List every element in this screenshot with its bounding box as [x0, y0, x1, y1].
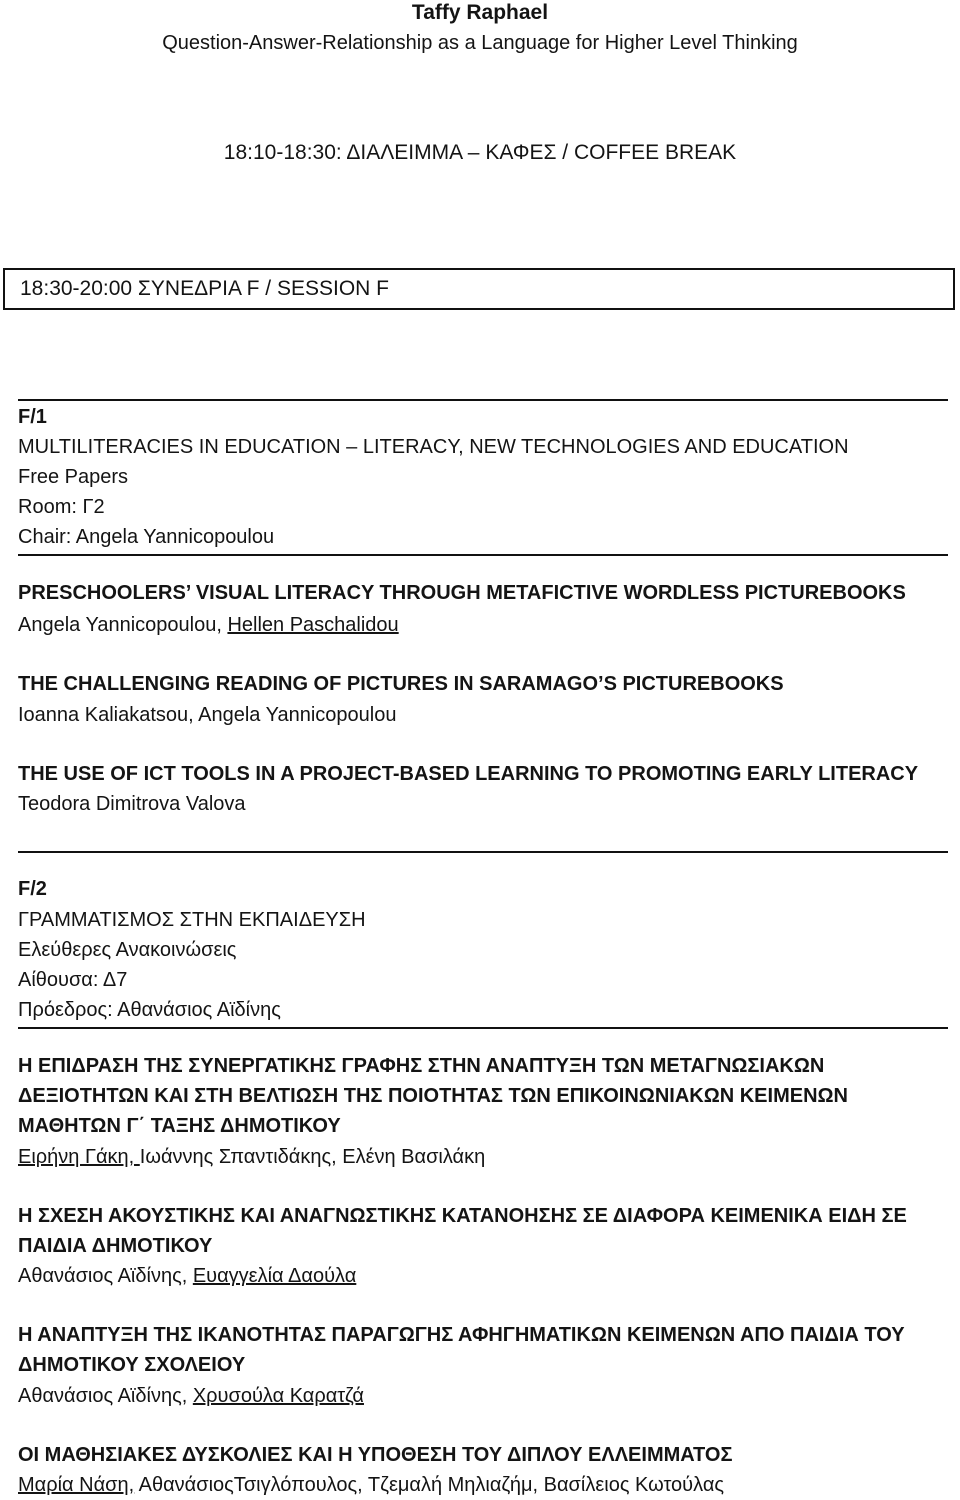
paper-title: ΔΕΞΙΟΤΗΤΩΝ ΚΑΙ ΣΤΗ ΒΕΛΤΙΩΣΗ ΤΗΣ ΠΟΙΟΤΗΤΑΣ ΤΩΝ ΕΠΙΚΟΙΝΩΝΙΑΚΩΝ ΚΕΙΜΕΝΩΝ — [18, 1085, 848, 1107]
author: Αθανάσιος Αϊδίνης, — [18, 1265, 193, 1287]
f1-room: Room: Γ2 — [18, 496, 105, 518]
speaker-name: Taffy Raphael — [411, 1, 549, 24]
author: ΑθανάσιοςΤσιγλόπουλος, Τζεμαλή Μηλιαζήμ, Βασίλειος Κωτούλας — [134, 1474, 725, 1496]
section-divider — [18, 554, 948, 556]
paper-authors — [18, 1472, 724, 1498]
author: Αθανάσιος Αϊδίνης, — [18, 1385, 193, 1407]
presenting-author: Hellen Paschalidou — [227, 614, 399, 636]
paper-title: ΜΑΘΗΤΩΝ Γ΄ ΤΑΞΗΣ ΔΗΜΟΤΙΚΟΥ — [18, 1115, 341, 1137]
presenting-author: Ευαγγελία Δαούλα — [192, 1265, 357, 1287]
f2-code: F/2 — [18, 878, 47, 900]
session-box — [3, 268, 955, 310]
author: Angela Yannicopoulou, — [18, 614, 228, 636]
paper-title: PRESCHOOLERS’ VISUAL LITERACY THROUGH METAFICTIVE WORDLESS PICTUREBOOKS — [18, 582, 906, 604]
paper-authors — [18, 1144, 485, 1170]
coffee-break-heading: 18:10-18:30: ΔΙΑΛΕΙΜΜΑ – ΚΑΦΕΣ / COFFEE BREAK — [223, 141, 737, 164]
paper-authors: Ioanna Kaliakatsou, Angela Yannicopoulou — [18, 704, 397, 726]
section-divider — [18, 399, 948, 401]
paper-title: Η ΕΠΙΔΡΑΣΗ ΤΗΣ ΣΥΝΕΡΓΑΤΙΚΗΣ ΓΡΑΦΗΣ ΣΤΗΝ ΑΝΑΠΤΥΞΗ ΤΩΝ ΜΕΤΑΓΝΩΣΙΑΚΩΝ — [18, 1055, 825, 1077]
f1-type: Free Papers — [18, 466, 129, 488]
presenting-author: Μαρία Νάση, — [18, 1474, 135, 1496]
f2-room: Αίθουσα: Δ7 — [18, 969, 128, 991]
paper-authors — [18, 612, 399, 638]
section-divider — [18, 851, 948, 853]
f2-type: Ελεύθερες Ανακοινώσεις — [18, 939, 237, 961]
paper-title: ΔΗΜΟΤΙΚΟΥ ΣΧΟΛΕΙΟΥ — [18, 1354, 246, 1376]
presenting-author: Ειρήνη Γάκη, — [18, 1146, 140, 1168]
paper-authors — [18, 1383, 364, 1409]
paper-title: THE CHALLENGING READING OF PICTURES IN SARAMAGO’S PICTUREBOOKS — [18, 673, 784, 695]
f2-title: ΓΡΑΜΜΑΤΙΣΜΟΣ ΣΤΗΝ ΕΚΠΑΙΔΕΥΣΗ — [18, 909, 366, 931]
talk-title: Question-Answer-Relationship as a Language for Higher Level Thinking — [162, 32, 798, 54]
session-heading: 18:30-20:00 ΣΥΝΕΔΡΙΑ F / SESSION F — [20, 277, 389, 300]
paper-title: Η ΑΝΑΠΤΥΞΗ ΤΗΣ ΙΚΑΝΟΤΗΤΑΣ ΠΑΡΑΓΩΓΗΣ ΑΦΗΓΗΜΑΤΙΚΩΝ ΚΕΙΜΕΝΩΝ ΑΠΟ ΠΑΙΔΙΑ ΤΟΥ — [18, 1324, 905, 1346]
section-divider — [18, 1027, 948, 1029]
presenting-author: Χρυσούλα Καρατζά — [192, 1385, 364, 1407]
f2-chair: Πρόεδρος: Αθανάσιος Αϊδίνης — [18, 999, 281, 1021]
paper-title: Η ΣΧΕΣΗ ΑΚΟΥΣΤΙΚΗΣ ΚΑΙ ΑΝΑΓΝΩΣΤΙΚΗΣ ΚΑΤΑΝΟΗΣΗΣ ΣΕ ΔΙΑΦΟΡΑ ΚΕΙΜΕΝΙΚΑ ΕΙΔΗ ΣΕ — [18, 1205, 907, 1227]
paper-authors: Teodora Dimitrova Valova — [18, 793, 246, 815]
paper-title: ΠΑΙΔΙΑ ΔΗΜΟΤΙΚΟΥ — [18, 1235, 213, 1257]
f1-chair: Chair: Angela Yannicopoulou — [18, 526, 275, 548]
author: Ιωάννης Σπαντιδάκης, Ελένη Βασιλάκη — [139, 1146, 486, 1168]
f1-title: MULTILITERACIES IN EDUCATION – LITERACY, NEW TECHNOLOGIES AND EDUCATION — [18, 436, 849, 458]
paper-title: ΟΙ ΜΑΘΗΣΙΑΚΕΣ ΔΥΣΚΟΛΙΕΣ ΚΑΙ Η ΥΠΟΘΕΣΗ ΤΟΥ ΔΙΠΛΟΥ ΕΛΛΕΙΜΜΑΤΟΣ — [18, 1444, 733, 1466]
paper-title: THE USE OF ICT TOOLS IN A PROJECT-BASED LEARNING TO PROMOTING EARLY LITERACY — [18, 763, 919, 785]
paper-authors — [18, 1263, 356, 1289]
f1-code: F/1 — [18, 406, 47, 428]
